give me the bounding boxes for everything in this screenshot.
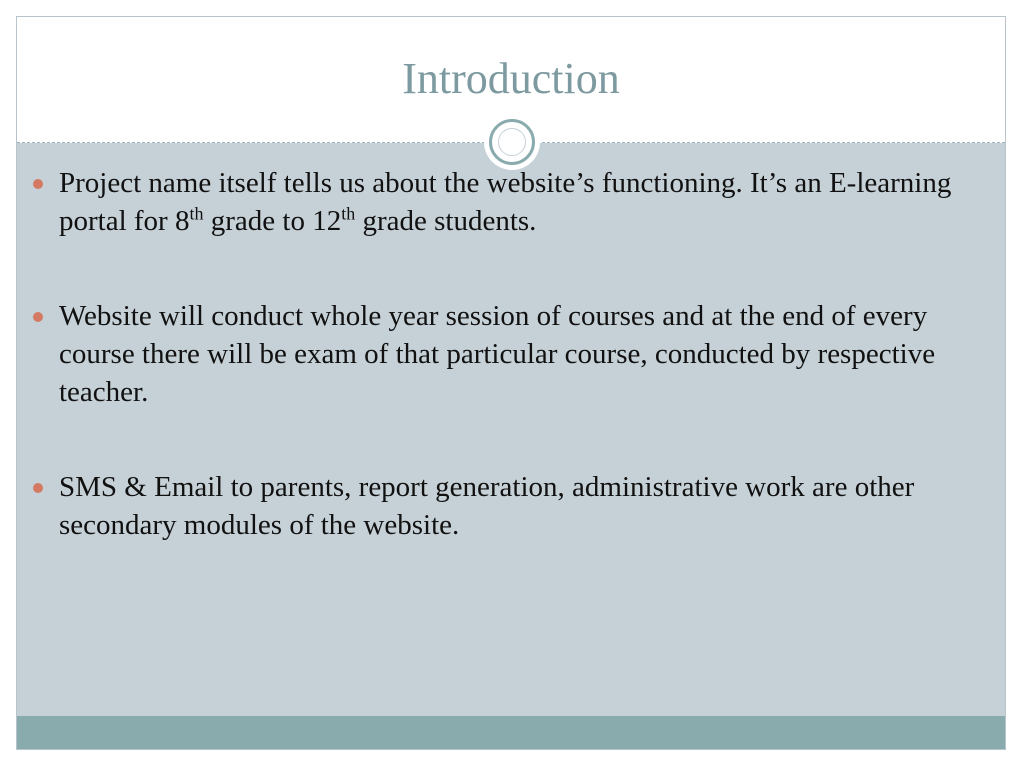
bullet-text: grade to 12 bbox=[203, 205, 342, 237]
slide-title: Introduction bbox=[402, 54, 620, 103]
bullet-dot-icon bbox=[33, 483, 43, 493]
superscript-th: th bbox=[341, 203, 356, 224]
bullet-text: grade students. bbox=[355, 205, 537, 237]
bullet-dot-icon bbox=[33, 312, 43, 322]
superscript-th: th bbox=[189, 203, 204, 224]
bullet-text: SMS & Email to parents, report generation, administrative work are other secondary modules of the website. bbox=[59, 471, 915, 541]
bullet-text: Project name itself tells us about the website’s functioning. It’s an E-learning portal for 8 bbox=[59, 167, 952, 237]
bullet-item bbox=[30, 297, 965, 411]
ornament-inner-ring bbox=[498, 128, 526, 156]
bullet-list bbox=[30, 164, 965, 601]
bullet-item bbox=[30, 468, 965, 544]
bullet-item bbox=[30, 164, 965, 240]
circle-ornament-icon bbox=[484, 114, 540, 170]
bullet-text: Website will conduct whole year session of courses and at the end of every course there will be exam of that particular course, conducted by respective teacher. bbox=[59, 300, 936, 408]
bullet-dot-icon bbox=[33, 179, 43, 189]
ornament-ring bbox=[489, 119, 535, 165]
footer-band bbox=[17, 716, 1005, 750]
